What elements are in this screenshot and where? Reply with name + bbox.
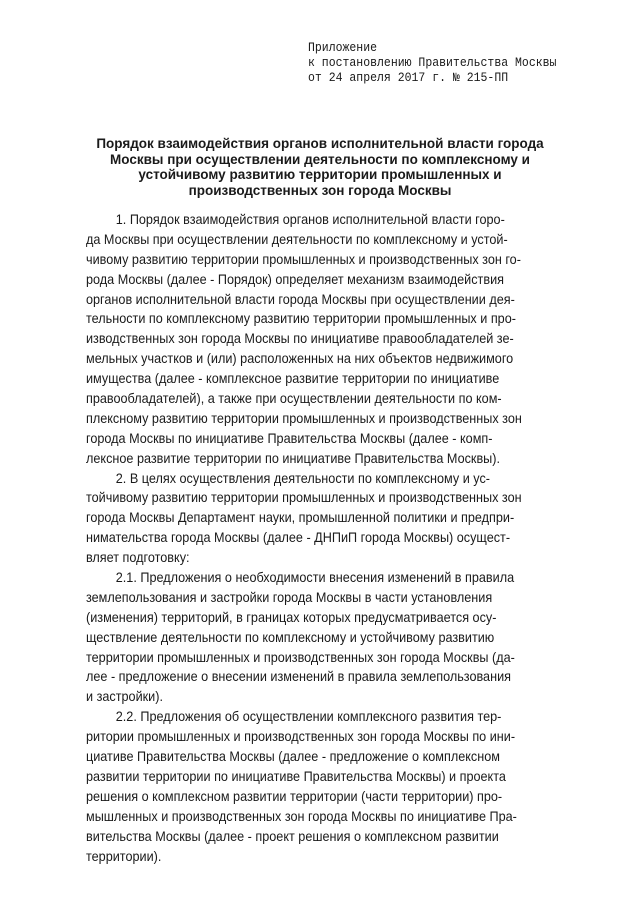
paragraph-1-line: 1. Порядок взаимодействия органов исполнительной власти горо- xyxy=(115,212,505,227)
title-line: производственных зон города Москвы xyxy=(188,182,452,198)
paragraph-2-1-line: 2.1. Предложения о необходимости внесения изменений в правила xyxy=(115,570,515,586)
paragraph-2-1-line: лее - предложение о внесении изменений в правила землепользования xyxy=(86,669,511,685)
paragraph-2-2-line: вительства Москвы (далее - проект решения о комплексном развитии xyxy=(86,828,499,844)
document-body xyxy=(86,210,616,866)
appendix-label: Приложение xyxy=(308,41,378,55)
paragraph-1-line: органов исполнительной власти города Москвы при осуществлении дея- xyxy=(86,291,515,307)
paragraph-2-2-line: циативе Правительства Москвы (далее - предложение о комплексном xyxy=(86,749,500,765)
paragraph-1-line: да Москвы при осуществлении деятельности по комплексному и устой- xyxy=(86,231,508,247)
paragraph-2-1-line: и застройки). xyxy=(86,689,163,705)
paragraph-2-line: нимательства города Москвы (далее - ДНПиП города Москвы) осущест- xyxy=(86,530,511,546)
paragraph-1-line: чивому развитию территории промышленных и производственных зон го- xyxy=(86,251,521,267)
paragraph-2-2-line: 2.2. Предложения об осуществлении комплексного развития тер- xyxy=(115,709,502,725)
paragraph-1-line: города Москвы по инициативе Правительства Москвы (далее - комп- xyxy=(86,430,493,446)
paragraph-1-line: изводственных зон города Москвы по инициативе правообладателей зе- xyxy=(86,331,514,347)
paragraph-2-line: 2. В целях осуществления деятельности по комплексному и ус- xyxy=(115,470,491,486)
paragraph-2-line: тойчивому развитию территории промышленных и производственных зон xyxy=(86,490,522,506)
paragraph-2-line: вляет подготовку: xyxy=(86,550,190,566)
paragraph-2-1-line: территории промышленных и производственных зон города Москвы (да- xyxy=(86,649,515,665)
appendix-date-number: от 24 апреля 2017 г. № 215-ПП xyxy=(308,71,509,85)
appendix-header xyxy=(308,41,584,86)
paragraph-2-1-line: (изменения) территорий, в границах которых предусматривается осу- xyxy=(86,609,497,625)
paragraph-1-line: лексное развитие территории по инициативе Правительства Москвы). xyxy=(86,450,500,466)
paragraph-2-2-line: развитии территории по инициативе Правительства Москвы) и проекта xyxy=(86,768,506,784)
paragraph-2-2-line: ритории промышленных и производственных зон города Москвы по ини- xyxy=(86,729,516,745)
paragraph-2-1-line: землепользования и застройки города Москвы в части установления xyxy=(86,589,493,605)
paragraph-1-line: рода Москвы (далее - Порядок) определяет механизм взаимодействия xyxy=(86,271,504,287)
title-line: Москвы при осуществлении деятельности по комплексному и xyxy=(110,151,530,167)
paragraph-2-1-line: ществление деятельности по комплексному и устойчивому развитию xyxy=(86,629,495,645)
paragraph-1-line: мельных участков и (или) расположенных на них объектов недвижимого xyxy=(86,351,514,367)
paragraph-1-line: имущества (далее - комплексное развитие территории по инициативе xyxy=(86,371,500,387)
title-line: Порядок взаимодействия органов исполнительной власти города xyxy=(96,136,544,151)
paragraph-2-2-line: территории). xyxy=(86,848,162,864)
paragraph-2-2-line: мышленных и производственных зон города Москвы по инициативе Пра- xyxy=(86,808,517,824)
appendix-resolution-ref: к постановлению Правительства Москвы xyxy=(308,56,557,70)
document-title xyxy=(80,136,560,198)
paragraph-2-line: города Москвы Департамент науки, промышленной политики и предпри- xyxy=(86,510,515,526)
title-line: устойчивому развитию территории промышленных и xyxy=(138,167,502,182)
paragraph-1-line: правообладателей), а также при осуществлении деятельности по ком- xyxy=(86,391,502,407)
paragraph-2-2-line: решения о комплексном развитии территории (части территории) про- xyxy=(86,788,503,804)
paragraph-1-line: тельности по комплексному развитию территории промышленных и про- xyxy=(86,311,516,327)
paragraph-1-line: плексному развитию территории промышленных и производственных зон xyxy=(86,410,522,426)
